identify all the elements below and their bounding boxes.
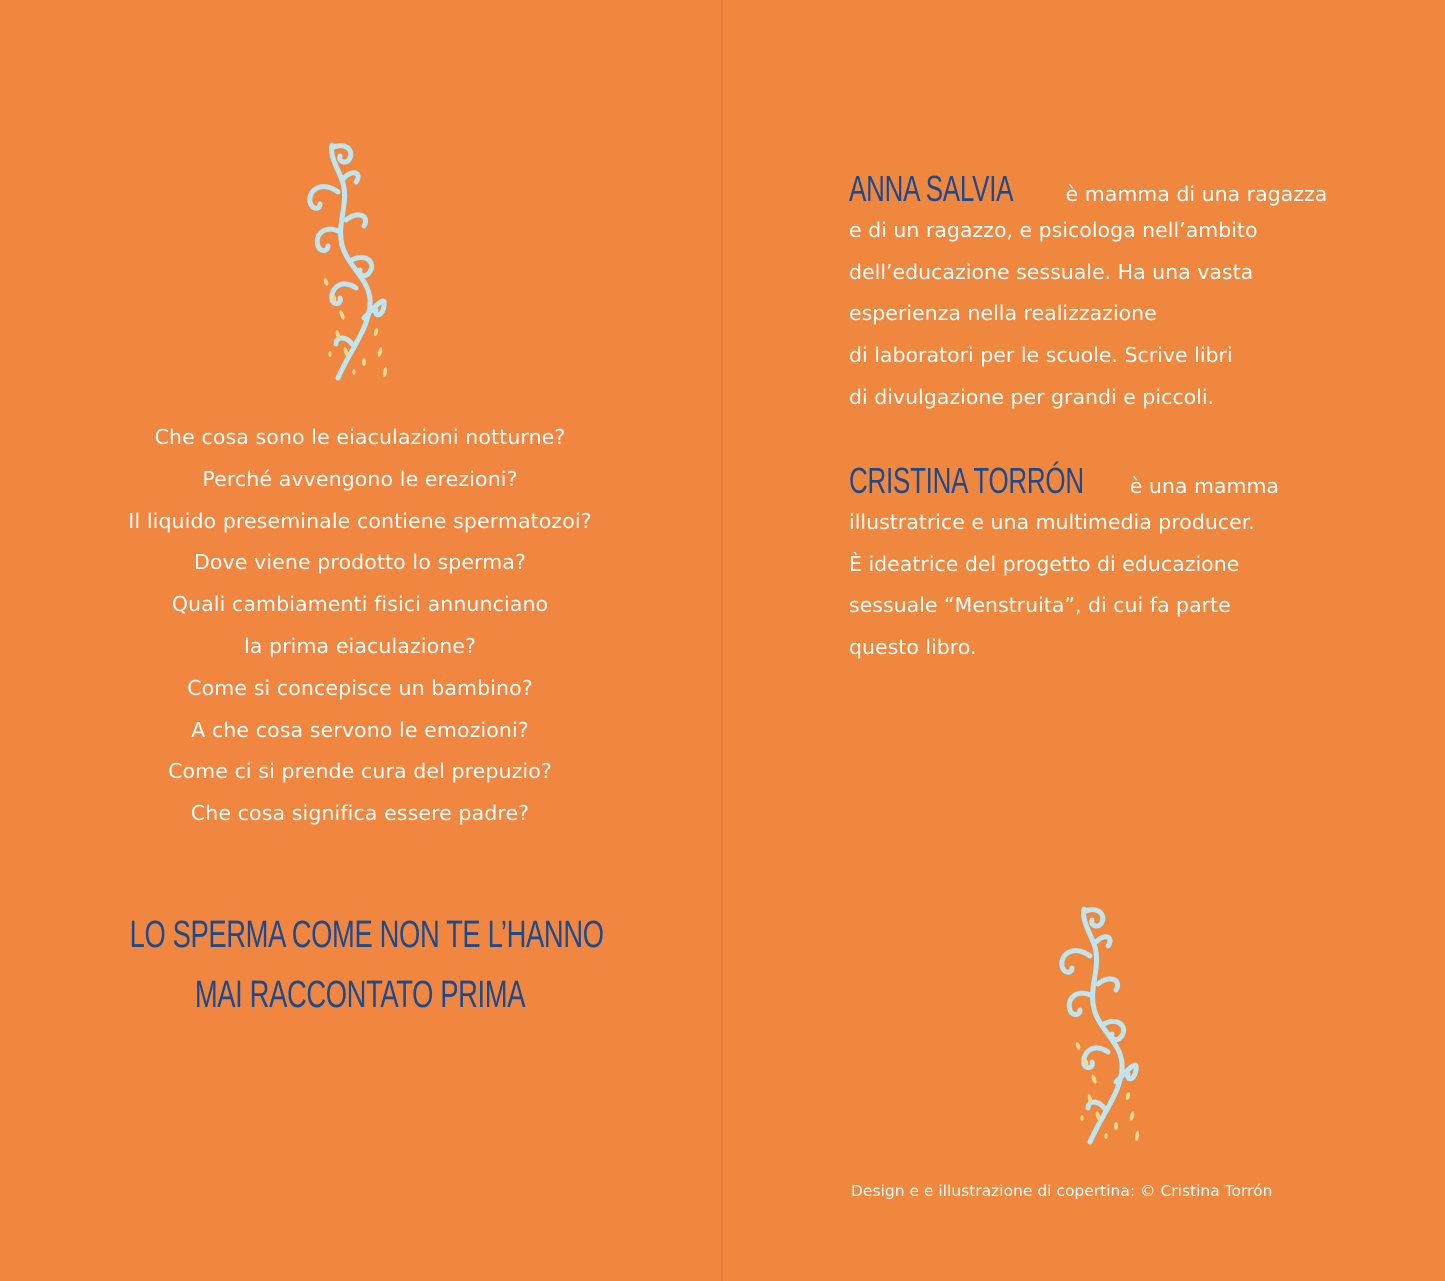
author-name: ANNA SALVIA bbox=[849, 168, 1014, 209]
headline bbox=[129, 905, 604, 1025]
question-line: Dove viene prodotto lo sperma? bbox=[194, 550, 526, 575]
bio-line: illustratrice e una multimedia producer. bbox=[849, 509, 1255, 534]
vine-ornament-icon bbox=[290, 140, 400, 385]
bio-cristina-torron bbox=[849, 460, 1349, 669]
bio-anna-salvia bbox=[849, 168, 1349, 419]
bio-line: È ideatrice del progetto di educazione bbox=[849, 551, 1240, 576]
bio-line: esperienza nella realizzazione bbox=[849, 301, 1157, 326]
bio-line: di divulgazione per grandi e piccoli. bbox=[849, 384, 1215, 409]
question-line: Che cosa sono le eiaculazioni notturne? bbox=[154, 425, 566, 449]
question-line: Come si concepisce un bambino? bbox=[187, 675, 533, 700]
bio-line: di laboratori per le scuole. Scrive libri bbox=[849, 343, 1233, 368]
question-line: Che cosa significa essere padre? bbox=[190, 801, 530, 826]
bio-line: dell’educazione sessuale. Ha una vasta bbox=[849, 259, 1254, 284]
bio-first-line bbox=[849, 460, 1349, 502]
question-line: la prima eiaculazione? bbox=[243, 633, 477, 658]
headline-line-2: MAI RACCONTATO PRIMA bbox=[194, 974, 526, 1016]
bio-text: è una mamma bbox=[1129, 474, 1279, 498]
question-list bbox=[60, 417, 660, 835]
question-line: Il liquido preseminale contiene spermatozoi? bbox=[128, 508, 592, 533]
headline-line-1: LO SPERMA COME NON TE L’HANNO bbox=[129, 914, 604, 956]
bio-first-line bbox=[849, 168, 1349, 210]
vine-ornament-icon bbox=[1042, 904, 1152, 1149]
question-line: Perché avvengono le erezioni? bbox=[202, 466, 518, 491]
bio-line: questo libro. bbox=[849, 635, 977, 660]
question-line: A che cosa servono le emozioni? bbox=[191, 717, 529, 742]
bio-line: e di un ragazzo, e psicologa nell’ambito bbox=[849, 217, 1258, 242]
bio-text: è mamma di una ragazza bbox=[1065, 182, 1328, 206]
question-line: Quali cambiamenti fisici annunciano bbox=[171, 592, 549, 617]
author-name: CRISTINA TORRÓN bbox=[849, 460, 1084, 501]
question-line: Come ci si prende cura del prepuzio? bbox=[168, 759, 552, 784]
bio-line: sessuale “Menstruita”, di cui fa parte bbox=[849, 593, 1231, 618]
cover-credit: Design e e illustrazione di copertina: © Cristina Torrón bbox=[851, 1182, 1273, 1200]
